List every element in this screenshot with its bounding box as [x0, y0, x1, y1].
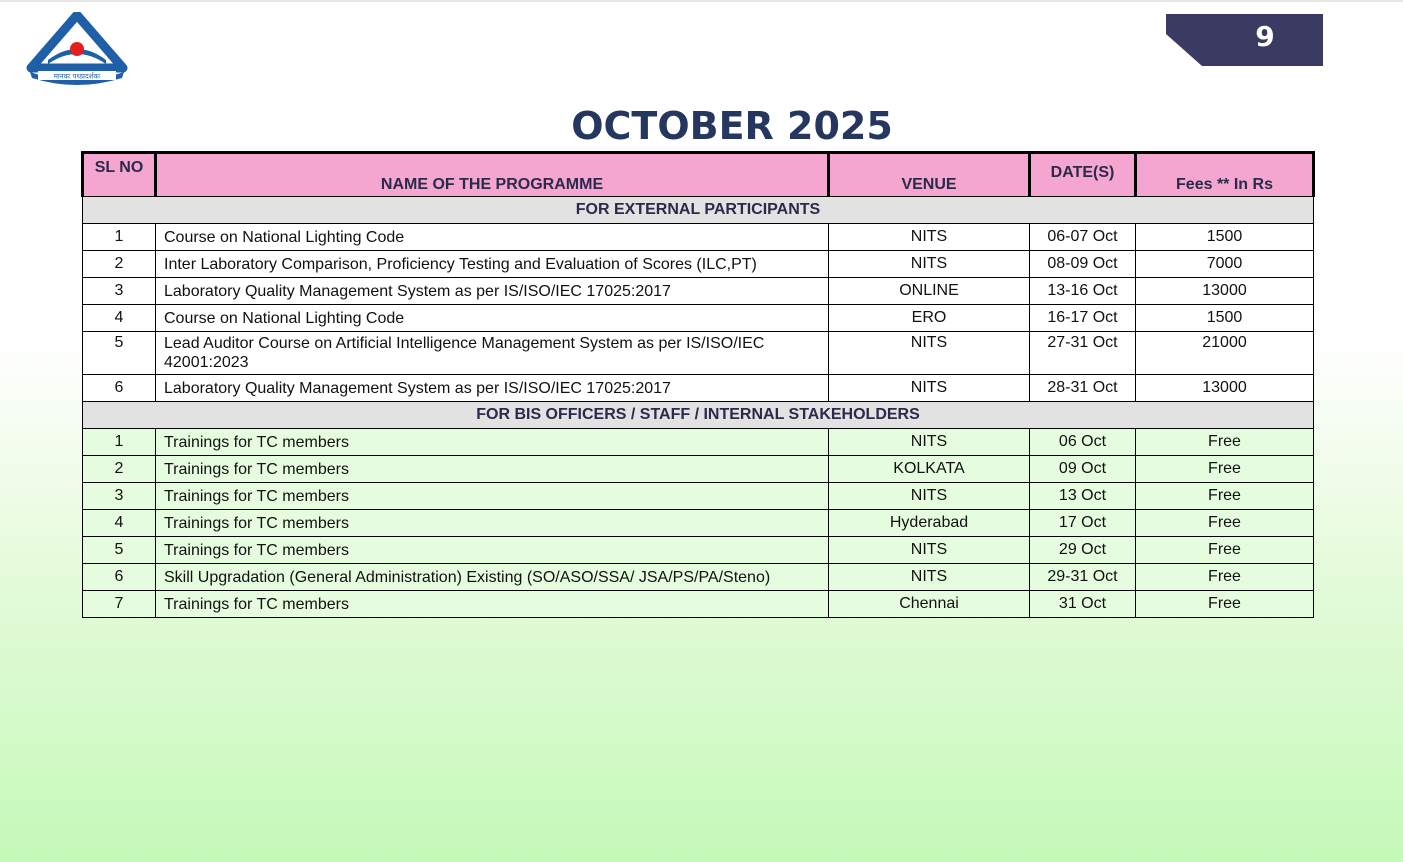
cell-sl: 1 [83, 224, 156, 251]
cell-fees: 1500 [1136, 305, 1314, 332]
programme-table [81, 151, 1315, 618]
cell-fees: Free [1136, 537, 1314, 564]
cell-programme: Trainings for TC members [156, 591, 829, 618]
cell-sl: 4 [83, 305, 156, 332]
cell-venue: NITS [829, 375, 1030, 402]
cell-sl: 5 [83, 537, 156, 564]
cell-programme: Skill Upgradation (General Administration) Existing (SO/ASO/SSA/ JSA/PS/PA/Steno) [156, 564, 829, 591]
table-row [83, 251, 1314, 278]
cell-sl: 2 [83, 251, 156, 278]
table-row [83, 224, 1314, 251]
section-title: FOR EXTERNAL PARTICIPANTS [83, 197, 1314, 224]
cell-dates: 09 Oct [1030, 456, 1136, 483]
page-title: OCTOBER 2025 [571, 104, 893, 148]
section-row-external [83, 197, 1314, 224]
cell-sl: 6 [83, 564, 156, 591]
cell-dates: 06-07 Oct [1030, 224, 1136, 251]
cell-sl: 4 [83, 510, 156, 537]
header-dates: DATE(S) [1030, 153, 1136, 197]
header-fees: Fees ** In Rs [1136, 153, 1314, 197]
table-row [83, 429, 1314, 456]
table-row [83, 483, 1314, 510]
top-border-line [0, 0, 1403, 2]
cell-venue: KOLKATA [829, 456, 1030, 483]
cell-programme: Laboratory Quality Management System as per IS/ISO/IEC 17025:2017 [156, 278, 829, 305]
header-programme-name: NAME OF THE PROGRAMME [156, 153, 829, 197]
section-row-internal [83, 402, 1314, 429]
bis-logo [26, 12, 128, 86]
cell-sl: 6 [83, 375, 156, 402]
cell-fees: Free [1136, 483, 1314, 510]
cell-programme: Inter Laboratory Comparison, Proficiency Testing and Evaluation of Scores (ILC,PT) [156, 251, 829, 278]
cell-fees: 7000 [1136, 251, 1314, 278]
cell-programme: Trainings for TC members [156, 510, 829, 537]
table-row [83, 510, 1314, 537]
table-row [83, 278, 1314, 305]
cell-venue: ERO [829, 305, 1030, 332]
cell-venue: ONLINE [829, 278, 1030, 305]
cell-programme: Trainings for TC members [156, 456, 829, 483]
cell-dates: 28-31 Oct [1030, 375, 1136, 402]
cell-dates: 17 Oct [1030, 510, 1136, 537]
cell-venue: NITS [829, 332, 1030, 375]
cell-sl: 1 [83, 429, 156, 456]
cell-dates: 13-16 Oct [1030, 278, 1136, 305]
page-number: 9 [1255, 20, 1275, 53]
table-row [83, 537, 1314, 564]
logo-motto: मानकः पथप्रदर्शकः [53, 72, 101, 81]
cell-sl: 3 [83, 483, 156, 510]
cell-venue: NITS [829, 483, 1030, 510]
cell-venue: Chennai [829, 591, 1030, 618]
cell-venue: NITS [829, 251, 1030, 278]
cell-programme: Laboratory Quality Management System as per IS/ISO/IEC 17025:2017 [156, 375, 829, 402]
cell-programme: Trainings for TC members [156, 483, 829, 510]
cell-fees: Free [1136, 591, 1314, 618]
cell-venue: NITS [829, 537, 1030, 564]
table-row [83, 305, 1314, 332]
header-sl-no: SL NO [83, 153, 156, 197]
cell-programme: Course on National Lighting Code [156, 224, 829, 251]
cell-programme: Lead Auditor Course on Artificial Intelligence Management System as per IS/ISO/IEC 42001:2023 [156, 332, 829, 375]
cell-fees: 13000 [1136, 375, 1314, 402]
table-header-row [83, 153, 1314, 197]
cell-sl: 2 [83, 456, 156, 483]
cell-fees: Free [1136, 456, 1314, 483]
cell-dates: 16-17 Oct [1030, 305, 1136, 332]
cell-programme: Trainings for TC members [156, 537, 829, 564]
table-row [83, 591, 1314, 618]
cell-dates: 06 Oct [1030, 429, 1136, 456]
cell-venue: NITS [829, 564, 1030, 591]
section-title: FOR BIS OFFICERS / STAFF / INTERNAL STAKEHOLDERS [83, 402, 1314, 429]
cell-fees: Free [1136, 510, 1314, 537]
table-row [83, 456, 1314, 483]
table-row [83, 332, 1314, 375]
cell-sl: 7 [83, 591, 156, 618]
table-row [83, 375, 1314, 402]
cell-sl: 5 [83, 332, 156, 375]
header-venue: VENUE [829, 153, 1030, 197]
cell-venue: Hyderabad [829, 510, 1030, 537]
cell-dates: 31 Oct [1030, 591, 1136, 618]
cell-fees: Free [1136, 429, 1314, 456]
cell-dates: 13 Oct [1030, 483, 1136, 510]
cell-fees: 13000 [1136, 278, 1314, 305]
cell-fees: 21000 [1136, 332, 1314, 375]
cell-dates: 29 Oct [1030, 537, 1136, 564]
cell-dates: 27-31 Oct [1030, 332, 1136, 375]
cell-venue: NITS [829, 224, 1030, 251]
cell-fees: Free [1136, 564, 1314, 591]
cell-venue: NITS [829, 429, 1030, 456]
cell-programme: Course on National Lighting Code [156, 305, 829, 332]
table-row [83, 564, 1314, 591]
cell-dates: 08-09 Oct [1030, 251, 1136, 278]
cell-dates: 29-31 Oct [1030, 564, 1136, 591]
cell-fees: 1500 [1136, 224, 1314, 251]
cell-programme: Trainings for TC members [156, 429, 829, 456]
cell-sl: 3 [83, 278, 156, 305]
